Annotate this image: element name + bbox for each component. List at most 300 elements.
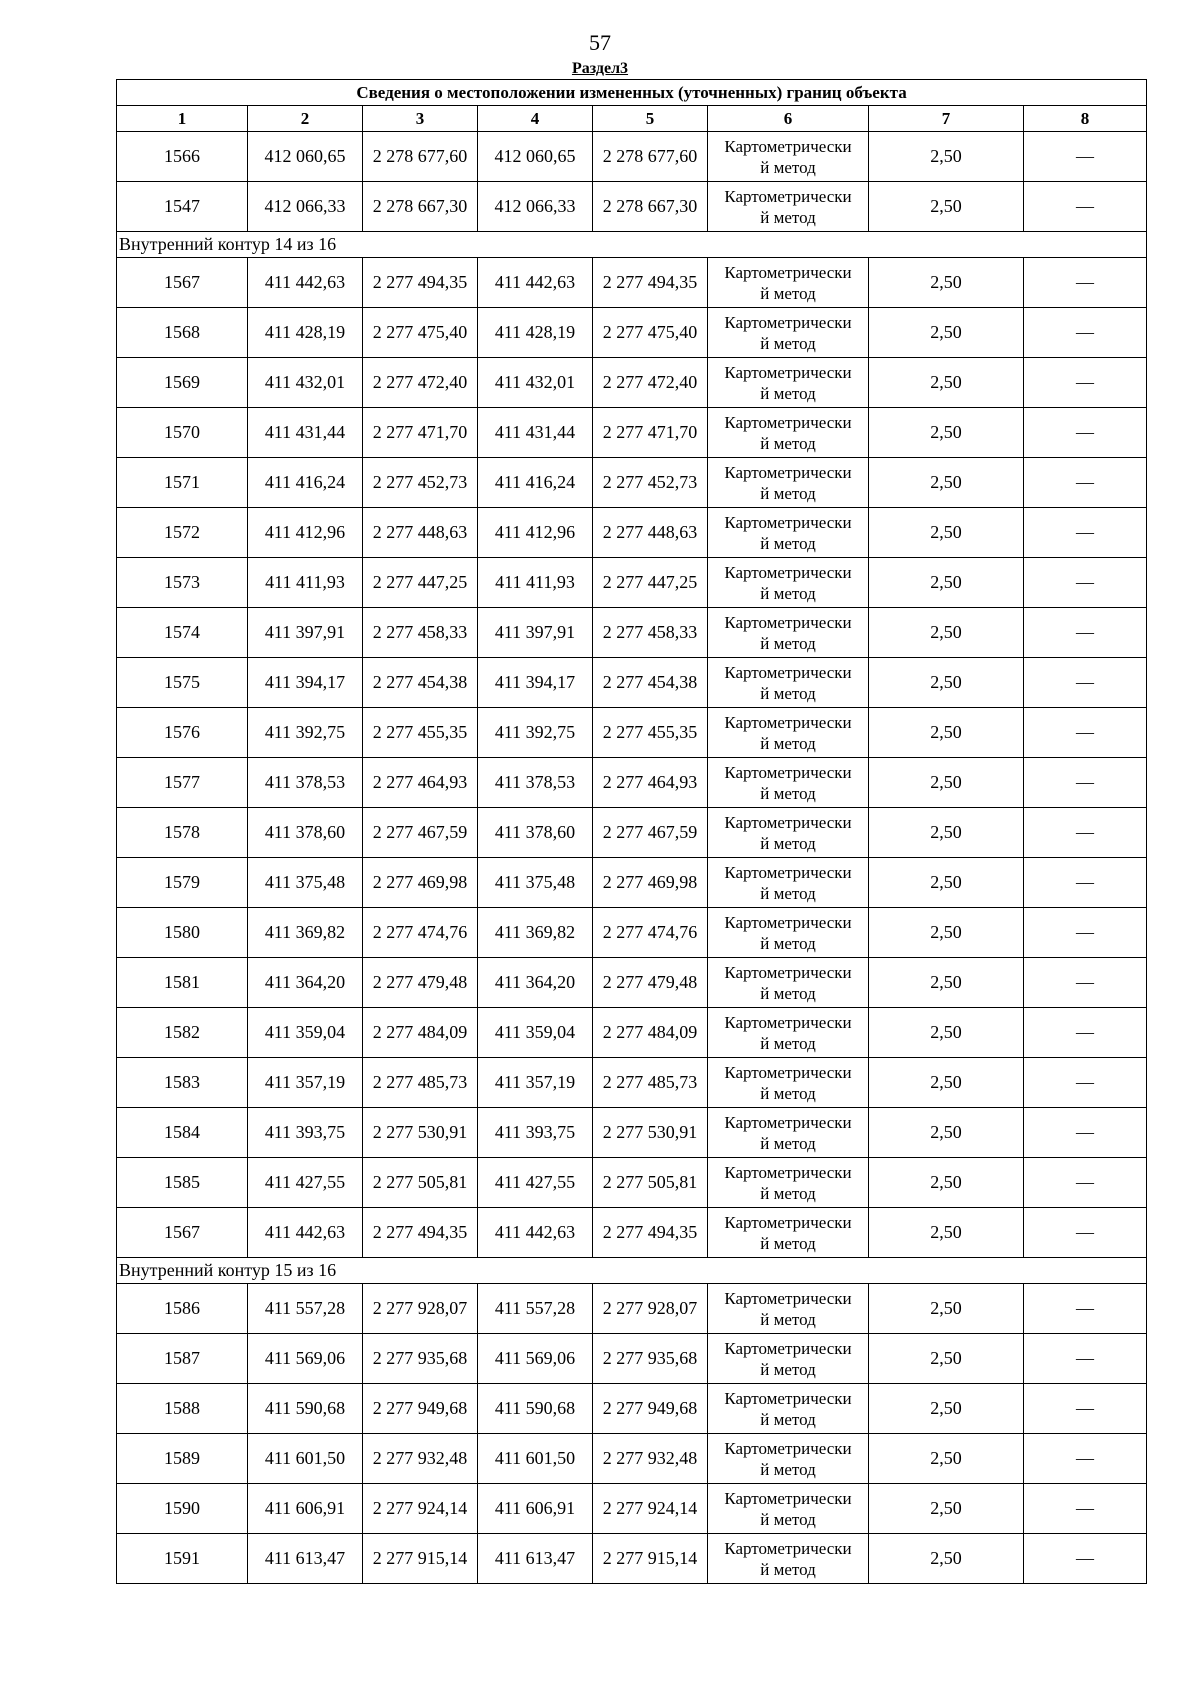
method-text-line1: Картометрически xyxy=(724,1112,852,1132)
x-coordinate-cell: 411 416,24 xyxy=(478,458,593,508)
table-row xyxy=(117,1108,1147,1158)
description-cell: — xyxy=(1024,1284,1147,1334)
y-coordinate-cell: 2 277 471,70 xyxy=(593,408,708,458)
x-coordinate-cell: 411 431,44 xyxy=(478,408,593,458)
table-row xyxy=(117,182,1147,232)
y-coordinate-cell: 2 277 479,48 xyxy=(593,958,708,1008)
method-text-line2: й метод xyxy=(760,833,816,853)
y-coordinate-cell: 2 277 485,73 xyxy=(593,1058,708,1108)
table-row xyxy=(117,558,1147,608)
method-cell xyxy=(708,408,869,458)
accuracy-cell: 2,50 xyxy=(869,1284,1024,1334)
y-coordinate-cell: 2 277 932,48 xyxy=(593,1434,708,1484)
method-cell xyxy=(708,1158,869,1208)
accuracy-cell: 2,50 xyxy=(869,1108,1024,1158)
method-cell xyxy=(708,558,869,608)
method-cell xyxy=(708,658,869,708)
point-number-cell: 1567 xyxy=(117,1208,248,1258)
x-coordinate-cell: 411 432,01 xyxy=(478,358,593,408)
table-row xyxy=(117,458,1147,508)
y-coordinate-cell: 2 277 454,38 xyxy=(593,658,708,708)
point-number-cell: 1547 xyxy=(117,182,248,232)
y-coordinate-cell: 2 278 667,30 xyxy=(593,182,708,232)
method-text-line1: Картометрически xyxy=(724,612,852,632)
description-cell: — xyxy=(1024,358,1147,408)
description-cell: — xyxy=(1024,558,1147,608)
y-coordinate-cell: 2 277 475,40 xyxy=(593,308,708,358)
y-coordinate-cell: 2 277 530,91 xyxy=(593,1108,708,1158)
x-coordinate-cell: 411 432,01 xyxy=(248,358,363,408)
x-coordinate-cell: 411 357,19 xyxy=(478,1058,593,1108)
description-cell: — xyxy=(1024,708,1147,758)
x-coordinate-cell: 412 060,65 xyxy=(478,132,593,182)
method-text-line2: й метод xyxy=(760,157,816,177)
method-cell xyxy=(708,608,869,658)
point-number-cell: 1581 xyxy=(117,958,248,1008)
method-text-line1: Картометрически xyxy=(724,1288,852,1308)
point-number-cell: 1575 xyxy=(117,658,248,708)
point-number-cell: 1571 xyxy=(117,458,248,508)
method-text-line1: Картометрически xyxy=(724,762,852,782)
table-body xyxy=(117,132,1147,1584)
y-coordinate-cell: 2 277 915,14 xyxy=(593,1534,708,1584)
method-text-line2: й метод xyxy=(760,883,816,903)
description-cell: — xyxy=(1024,308,1147,358)
point-number-cell: 1574 xyxy=(117,608,248,658)
x-coordinate-cell: 411 557,28 xyxy=(478,1284,593,1334)
x-coordinate-cell: 411 397,91 xyxy=(478,608,593,658)
method-text-line1: Картометрически xyxy=(724,136,852,156)
column-header: 8 xyxy=(1024,106,1147,132)
point-number-cell: 1583 xyxy=(117,1058,248,1108)
x-coordinate-cell: 411 442,63 xyxy=(248,258,363,308)
method-cell xyxy=(708,508,869,558)
description-cell: — xyxy=(1024,1208,1147,1258)
method-text-line2: й метод xyxy=(760,1359,816,1379)
accuracy-cell: 2,50 xyxy=(869,808,1024,858)
accuracy-cell: 2,50 xyxy=(869,1334,1024,1384)
method-text-line2: й метод xyxy=(760,207,816,227)
x-coordinate-cell: 411 378,53 xyxy=(248,758,363,808)
method-text-line2: й метод xyxy=(760,933,816,953)
accuracy-cell: 2,50 xyxy=(869,908,1024,958)
method-text-line1: Картометрически xyxy=(724,862,852,882)
x-coordinate-cell: 411 364,20 xyxy=(248,958,363,1008)
x-coordinate-cell: 411 590,68 xyxy=(478,1384,593,1434)
x-coordinate-cell: 411 606,91 xyxy=(478,1484,593,1534)
x-coordinate-cell: 411 442,63 xyxy=(478,258,593,308)
x-coordinate-cell: 411 606,91 xyxy=(248,1484,363,1534)
method-text-line2: й метод xyxy=(760,1409,816,1429)
column-header: 3 xyxy=(363,106,478,132)
table-row xyxy=(117,1158,1147,1208)
point-number-cell: 1580 xyxy=(117,908,248,958)
method-text-line2: й метод xyxy=(760,733,816,753)
accuracy-cell: 2,50 xyxy=(869,182,1024,232)
y-coordinate-cell: 2 277 928,07 xyxy=(593,1284,708,1334)
method-text-line2: й метод xyxy=(760,383,816,403)
x-coordinate-cell: 411 431,44 xyxy=(248,408,363,458)
method-text-line1: Картометрически xyxy=(724,962,852,982)
method-cell xyxy=(708,1284,869,1334)
y-coordinate-cell: 2 277 484,09 xyxy=(593,1008,708,1058)
y-coordinate-cell: 2 278 677,60 xyxy=(593,132,708,182)
x-coordinate-cell: 411 412,96 xyxy=(478,508,593,558)
x-coordinate-cell: 411 442,63 xyxy=(248,1208,363,1258)
y-coordinate-cell: 2 277 464,93 xyxy=(593,758,708,808)
table-row xyxy=(117,1334,1147,1384)
x-coordinate-cell: 411 411,93 xyxy=(478,558,593,608)
method-cell xyxy=(708,132,869,182)
method-text-line2: й метод xyxy=(760,1459,816,1479)
y-coordinate-cell: 2 277 505,81 xyxy=(363,1158,478,1208)
point-number-cell: 1589 xyxy=(117,1434,248,1484)
point-number-cell: 1576 xyxy=(117,708,248,758)
y-coordinate-cell: 2 277 935,68 xyxy=(363,1334,478,1384)
accuracy-cell: 2,50 xyxy=(869,308,1024,358)
x-coordinate-cell: 411 393,75 xyxy=(478,1108,593,1158)
column-header: 1 xyxy=(117,106,248,132)
description-cell: — xyxy=(1024,258,1147,308)
x-coordinate-cell: 411 364,20 xyxy=(478,958,593,1008)
table-row xyxy=(117,1208,1147,1258)
method-text-line1: Картометрически xyxy=(724,562,852,582)
description-cell: — xyxy=(1024,808,1147,858)
y-coordinate-cell: 2 277 467,59 xyxy=(593,808,708,858)
method-text-line1: Картометрически xyxy=(724,186,852,206)
description-cell: — xyxy=(1024,858,1147,908)
x-coordinate-cell: 411 557,28 xyxy=(248,1284,363,1334)
accuracy-cell: 2,50 xyxy=(869,258,1024,308)
y-coordinate-cell: 2 277 475,40 xyxy=(363,308,478,358)
method-cell xyxy=(708,1008,869,1058)
y-coordinate-cell: 2 277 447,25 xyxy=(363,558,478,608)
accuracy-cell: 2,50 xyxy=(869,458,1024,508)
accuracy-cell: 2,50 xyxy=(869,958,1024,1008)
x-coordinate-cell: 411 359,04 xyxy=(478,1008,593,1058)
table-row xyxy=(117,1434,1147,1484)
description-cell: — xyxy=(1024,1108,1147,1158)
method-text-line2: й метод xyxy=(760,983,816,1003)
method-text-line2: й метод xyxy=(760,1309,816,1329)
point-number-cell: 1587 xyxy=(117,1334,248,1384)
method-text-line1: Картометрически xyxy=(724,1062,852,1082)
x-coordinate-cell: 411 393,75 xyxy=(248,1108,363,1158)
table-row xyxy=(117,658,1147,708)
method-text-line2: й метод xyxy=(760,1183,816,1203)
y-coordinate-cell: 2 277 949,68 xyxy=(363,1384,478,1434)
y-coordinate-cell: 2 277 949,68 xyxy=(593,1384,708,1434)
column-header-row xyxy=(117,106,1147,132)
method-text-line2: й метод xyxy=(760,633,816,653)
method-cell xyxy=(708,808,869,858)
point-number-cell: 1590 xyxy=(117,1484,248,1534)
method-text-line2: й метод xyxy=(760,783,816,803)
column-header: 2 xyxy=(248,106,363,132)
accuracy-cell: 2,50 xyxy=(869,1534,1024,1584)
method-cell xyxy=(708,708,869,758)
y-coordinate-cell: 2 277 915,14 xyxy=(363,1534,478,1584)
description-cell: — xyxy=(1024,458,1147,508)
y-coordinate-cell: 2 277 467,59 xyxy=(363,808,478,858)
accuracy-cell: 2,50 xyxy=(869,658,1024,708)
y-coordinate-cell: 2 277 454,38 xyxy=(363,658,478,708)
table-caption: Сведения о местоположении измененных (уточненных) границ объекта xyxy=(117,80,1147,106)
x-coordinate-cell: 411 369,82 xyxy=(478,908,593,958)
x-coordinate-cell: 411 416,24 xyxy=(248,458,363,508)
accuracy-cell: 2,50 xyxy=(869,1384,1024,1434)
x-coordinate-cell: 411 412,96 xyxy=(248,508,363,558)
accuracy-cell: 2,50 xyxy=(869,1434,1024,1484)
y-coordinate-cell: 2 277 505,81 xyxy=(593,1158,708,1208)
boundary-table xyxy=(116,79,1147,1584)
x-coordinate-cell: 411 369,82 xyxy=(248,908,363,958)
x-coordinate-cell: 411 601,50 xyxy=(478,1434,593,1484)
method-cell xyxy=(708,1108,869,1158)
y-coordinate-cell: 2 277 924,14 xyxy=(593,1484,708,1534)
table-row xyxy=(117,758,1147,808)
point-number-cell: 1586 xyxy=(117,1284,248,1334)
description-cell: — xyxy=(1024,1484,1147,1534)
table-row xyxy=(117,258,1147,308)
point-number-cell: 1582 xyxy=(117,1008,248,1058)
y-coordinate-cell: 2 277 472,40 xyxy=(363,358,478,408)
table-row xyxy=(117,808,1147,858)
table-row xyxy=(117,608,1147,658)
accuracy-cell: 2,50 xyxy=(869,708,1024,758)
y-coordinate-cell: 2 277 928,07 xyxy=(363,1284,478,1334)
point-number-cell: 1569 xyxy=(117,358,248,408)
contour-label: Внутренний контур 14 из 16 xyxy=(117,232,1147,258)
y-coordinate-cell: 2 278 667,30 xyxy=(363,182,478,232)
method-text-line2: й метод xyxy=(760,533,816,553)
method-text-line1: Картометрически xyxy=(724,1338,852,1358)
y-coordinate-cell: 2 277 924,14 xyxy=(363,1484,478,1534)
method-text-line1: Картометрически xyxy=(724,1212,852,1232)
table-row xyxy=(117,1008,1147,1058)
point-number-cell: 1578 xyxy=(117,808,248,858)
y-coordinate-cell: 2 277 464,93 xyxy=(363,758,478,808)
method-text-line2: й метод xyxy=(760,683,816,703)
table-row xyxy=(117,1484,1147,1534)
description-cell: — xyxy=(1024,1384,1147,1434)
y-coordinate-cell: 2 277 447,25 xyxy=(593,558,708,608)
method-text-line2: й метод xyxy=(760,1133,816,1153)
x-coordinate-cell: 411 359,04 xyxy=(248,1008,363,1058)
point-number-cell: 1584 xyxy=(117,1108,248,1158)
y-coordinate-cell: 2 277 479,48 xyxy=(363,958,478,1008)
table-row xyxy=(117,1534,1147,1584)
method-cell xyxy=(708,958,869,1008)
y-coordinate-cell: 2 277 471,70 xyxy=(363,408,478,458)
description-cell: — xyxy=(1024,958,1147,1008)
method-text-line1: Картометрически xyxy=(724,262,852,282)
point-number-cell: 1585 xyxy=(117,1158,248,1208)
method-text-line1: Картометрически xyxy=(724,312,852,332)
accuracy-cell: 2,50 xyxy=(869,758,1024,808)
x-coordinate-cell: 411 411,93 xyxy=(248,558,363,608)
y-coordinate-cell: 2 277 452,73 xyxy=(593,458,708,508)
table-row xyxy=(117,308,1147,358)
method-text-line1: Картометрически xyxy=(724,462,852,482)
method-cell xyxy=(708,308,869,358)
y-coordinate-cell: 2 277 448,63 xyxy=(363,508,478,558)
x-coordinate-cell: 411 375,48 xyxy=(248,858,363,908)
x-coordinate-cell: 412 066,33 xyxy=(248,182,363,232)
accuracy-cell: 2,50 xyxy=(869,1208,1024,1258)
y-coordinate-cell: 2 277 494,35 xyxy=(363,258,478,308)
accuracy-cell: 2,50 xyxy=(869,1158,1024,1208)
point-number-cell: 1567 xyxy=(117,258,248,308)
y-coordinate-cell: 2 277 935,68 xyxy=(593,1334,708,1384)
method-cell xyxy=(708,858,869,908)
accuracy-cell: 2,50 xyxy=(869,858,1024,908)
x-coordinate-cell: 411 394,17 xyxy=(478,658,593,708)
x-coordinate-cell: 411 357,19 xyxy=(248,1058,363,1108)
point-number-cell: 1588 xyxy=(117,1384,248,1434)
accuracy-cell: 2,50 xyxy=(869,608,1024,658)
x-coordinate-cell: 411 392,75 xyxy=(248,708,363,758)
method-cell xyxy=(708,1334,869,1384)
description-cell: — xyxy=(1024,1058,1147,1108)
y-coordinate-cell: 2 277 458,33 xyxy=(363,608,478,658)
description-cell: — xyxy=(1024,182,1147,232)
method-text-line1: Картометрически xyxy=(724,412,852,432)
accuracy-cell: 2,50 xyxy=(869,558,1024,608)
description-cell: — xyxy=(1024,908,1147,958)
column-header: 6 xyxy=(708,106,869,132)
method-text-line2: й метод xyxy=(760,283,816,303)
x-coordinate-cell: 411 378,53 xyxy=(478,758,593,808)
method-text-line1: Картометрически xyxy=(724,1012,852,1032)
accuracy-cell: 2,50 xyxy=(869,358,1024,408)
y-coordinate-cell: 2 277 455,35 xyxy=(593,708,708,758)
method-cell xyxy=(708,1484,869,1534)
description-cell: — xyxy=(1024,758,1147,808)
method-text-line1: Картометрически xyxy=(724,1438,852,1458)
y-coordinate-cell: 2 277 448,63 xyxy=(593,508,708,558)
method-text-line1: Картометрически xyxy=(724,662,852,682)
method-text-line2: й метод xyxy=(760,1509,816,1529)
y-coordinate-cell: 2 277 474,76 xyxy=(593,908,708,958)
method-cell xyxy=(708,1434,869,1484)
x-coordinate-cell: 411 569,06 xyxy=(248,1334,363,1384)
method-text-line1: Картометрически xyxy=(724,1162,852,1182)
accuracy-cell: 2,50 xyxy=(869,132,1024,182)
y-coordinate-cell: 2 277 452,73 xyxy=(363,458,478,508)
method-cell xyxy=(708,758,869,808)
description-cell: — xyxy=(1024,608,1147,658)
y-coordinate-cell: 2 277 494,35 xyxy=(363,1208,478,1258)
x-coordinate-cell: 411 428,19 xyxy=(478,308,593,358)
y-coordinate-cell: 2 277 474,76 xyxy=(363,908,478,958)
description-cell: — xyxy=(1024,508,1147,558)
method-text-line2: й метод xyxy=(760,433,816,453)
x-coordinate-cell: 412 066,33 xyxy=(478,182,593,232)
y-coordinate-cell: 2 277 455,35 xyxy=(363,708,478,758)
accuracy-cell: 2,50 xyxy=(869,508,1024,558)
table-row xyxy=(117,908,1147,958)
table-row xyxy=(117,508,1147,558)
x-coordinate-cell: 411 378,60 xyxy=(478,808,593,858)
column-header: 5 xyxy=(593,106,708,132)
x-coordinate-cell: 412 060,65 xyxy=(248,132,363,182)
section-label: Раздел3 xyxy=(571,60,629,77)
method-text-line1: Картометрически xyxy=(724,1538,852,1558)
point-number-cell: 1579 xyxy=(117,858,248,908)
method-text-line1: Картометрически xyxy=(724,1388,852,1408)
x-coordinate-cell: 411 392,75 xyxy=(478,708,593,758)
table-row xyxy=(117,1284,1147,1334)
accuracy-cell: 2,50 xyxy=(869,408,1024,458)
method-cell xyxy=(708,1208,869,1258)
y-coordinate-cell: 2 277 530,91 xyxy=(363,1108,478,1158)
method-text-line2: й метод xyxy=(760,1033,816,1053)
point-number-cell: 1573 xyxy=(117,558,248,608)
method-cell xyxy=(708,1384,869,1434)
table-row xyxy=(117,1058,1147,1108)
column-header: 4 xyxy=(478,106,593,132)
column-header: 7 xyxy=(869,106,1024,132)
method-cell xyxy=(708,908,869,958)
y-coordinate-cell: 2 277 458,33 xyxy=(593,608,708,658)
x-coordinate-cell: 411 601,50 xyxy=(248,1434,363,1484)
table-row xyxy=(117,708,1147,758)
accuracy-cell: 2,50 xyxy=(869,1058,1024,1108)
page-number: 57 xyxy=(589,30,611,55)
method-cell xyxy=(708,458,869,508)
y-coordinate-cell: 2 277 484,09 xyxy=(363,1008,478,1058)
x-coordinate-cell: 411 427,55 xyxy=(478,1158,593,1208)
point-number-cell: 1570 xyxy=(117,408,248,458)
x-coordinate-cell: 411 375,48 xyxy=(478,858,593,908)
x-coordinate-cell: 411 397,91 xyxy=(248,608,363,658)
y-coordinate-cell: 2 277 485,73 xyxy=(363,1058,478,1108)
x-coordinate-cell: 411 428,19 xyxy=(248,308,363,358)
accuracy-cell: 2,50 xyxy=(869,1484,1024,1534)
x-coordinate-cell: 411 569,06 xyxy=(478,1334,593,1384)
point-number-cell: 1572 xyxy=(117,508,248,558)
method-text-line2: й метод xyxy=(760,1083,816,1103)
method-text-line1: Картометрически xyxy=(724,912,852,932)
method-cell xyxy=(708,182,869,232)
description-cell: — xyxy=(1024,1534,1147,1584)
description-cell: — xyxy=(1024,408,1147,458)
x-coordinate-cell: 411 442,63 xyxy=(478,1208,593,1258)
method-text-line1: Картометрически xyxy=(724,512,852,532)
table-row xyxy=(117,958,1147,1008)
y-coordinate-cell: 2 278 677,60 xyxy=(363,132,478,182)
description-cell: — xyxy=(1024,1434,1147,1484)
point-number-cell: 1568 xyxy=(117,308,248,358)
table-row xyxy=(117,1384,1147,1434)
y-coordinate-cell: 2 277 469,98 xyxy=(363,858,478,908)
x-coordinate-cell: 411 613,47 xyxy=(478,1534,593,1584)
method-text-line1: Картометрически xyxy=(724,362,852,382)
method-cell xyxy=(708,1058,869,1108)
method-text-line1: Картометрически xyxy=(724,812,852,832)
table-row xyxy=(117,858,1147,908)
description-cell: — xyxy=(1024,658,1147,708)
method-text-line2: й метод xyxy=(760,1233,816,1253)
accuracy-cell: 2,50 xyxy=(869,1008,1024,1058)
method-text-line2: й метод xyxy=(760,583,816,603)
description-cell: — xyxy=(1024,1334,1147,1384)
y-coordinate-cell: 2 277 494,35 xyxy=(593,1208,708,1258)
method-text-line1: Картометрически xyxy=(724,1488,852,1508)
table-row xyxy=(117,358,1147,408)
description-cell: — xyxy=(1024,1008,1147,1058)
